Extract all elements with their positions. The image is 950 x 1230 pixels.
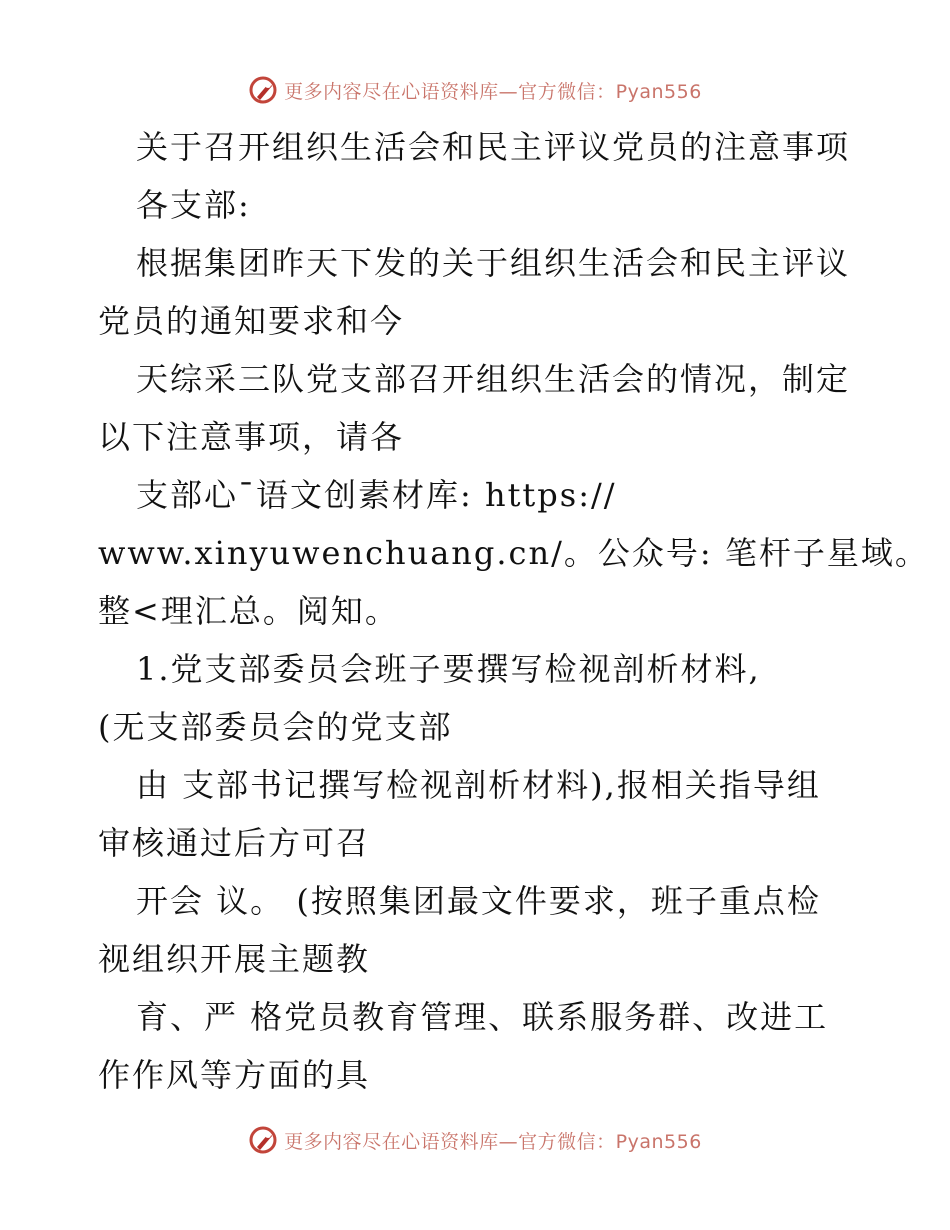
document-line: www.xinyuwenchuang.cn/。公众号: 笔杆子星域。 bbox=[98, 534, 929, 572]
header-banner bbox=[0, 70, 950, 110]
document-line: 审核通过后方可召 bbox=[98, 824, 371, 862]
footer-banner-text: 更多内容尽在心语资料库—官方微信：Pyan556 bbox=[284, 1130, 702, 1153]
document-line: (无支部委员会的党支部 bbox=[98, 708, 453, 746]
document-line: 视组织开展主题教 bbox=[98, 940, 371, 978]
document-line: 天综采三队党支部召开组织生活会的情况，制定 bbox=[136, 360, 851, 398]
header-banner-text: 更多内容尽在心语资料库—官方微信：Pyan556 bbox=[284, 80, 702, 103]
footer-banner bbox=[0, 1120, 950, 1160]
document-line: 作作风等方面的具 bbox=[98, 1056, 371, 1094]
document-line: 党员的通知要求和今 bbox=[98, 302, 405, 340]
document-line: 开会 议。 (按照集团最文件要求，班子重点检 bbox=[136, 882, 821, 920]
document-line: 育、严 格党员教育管理、联系服务群、改进工 bbox=[136, 998, 829, 1036]
document-line: 根据集团昨天下发的关于组织生活会和民主评议 bbox=[136, 244, 851, 282]
pen-logo-icon bbox=[248, 75, 278, 105]
document-line: 以下注意事项，请各 bbox=[98, 418, 405, 456]
document-line: 由 支部书记撰写检视剖析材料),报相关指导组 bbox=[136, 766, 821, 804]
document-line: 整<理汇总。阅知。 bbox=[98, 592, 399, 630]
document-line: 支部心¯语文创素材库: https:// bbox=[136, 476, 617, 514]
document-line: 关于召开组织生活会和民主评议党员的注意事项 bbox=[136, 128, 851, 166]
pen-logo-icon bbox=[248, 1125, 278, 1155]
document-line: 各支部: bbox=[136, 186, 251, 224]
document-line: 1.党支部委员会班子要撰写检视剖析材料, bbox=[136, 650, 761, 688]
document-body bbox=[98, 118, 929, 1104]
